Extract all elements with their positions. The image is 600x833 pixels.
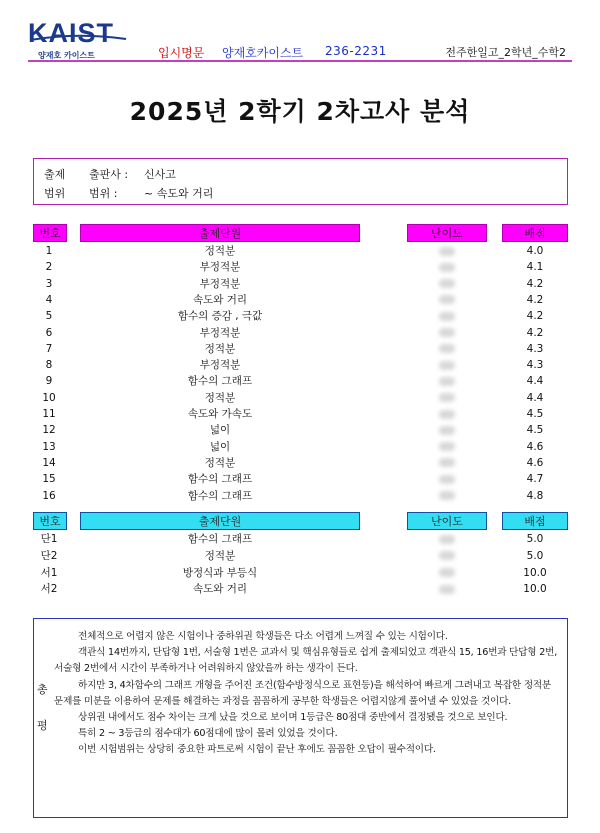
row-number: 15: [42, 473, 56, 486]
th-unit: 출제단원: [80, 224, 360, 242]
row-difficulty-redacted: [407, 439, 487, 455]
row-score: 5.0: [526, 533, 544, 545]
logo-text: KAIST: [28, 18, 114, 48]
row-score: 4.8: [526, 489, 544, 502]
row-number: 3: [45, 277, 53, 290]
row-number: 9: [45, 375, 53, 388]
logo-subtitle: 양재호 카이스트: [38, 51, 95, 60]
row-score: 10.0: [523, 566, 547, 579]
th-difficulty: 난이도: [407, 224, 487, 242]
row-difficulty-redacted: [407, 259, 487, 275]
th-score: 배점: [502, 224, 568, 242]
table-row: [0, 531, 600, 547]
row-unit: 함수의 그래프: [187, 473, 253, 486]
info-row2-label: 범위: [44, 187, 66, 200]
row-difficulty-redacted: [407, 488, 487, 504]
row-difficulty-redacted: [407, 325, 487, 341]
row-difficulty-redacted: [407, 357, 487, 373]
table-row: [0, 259, 600, 275]
header-divider: [28, 60, 572, 62]
row-score: 4.2: [526, 277, 544, 290]
row-unit: 넓이: [209, 424, 231, 437]
row-score: 4.5: [526, 408, 544, 420]
row-score: 4.1: [526, 261, 544, 274]
review-paragraph: 특히 2 ~ 3등급의 점수대가 60점대에 많이 몰려 있었을 것이다.: [78, 728, 338, 740]
table-row: [0, 292, 600, 308]
row-number: 6: [45, 326, 53, 339]
row-unit: 함수의 그래프: [187, 533, 253, 545]
review-paragraph: 이번 시험범위는 상당히 중요한 파트로써 시험이 끝난 후에도 꼼꼼한 오답이 필수적이다.: [78, 744, 436, 756]
review-box: [33, 618, 568, 818]
row-score: 4.4: [526, 375, 544, 388]
row-score: 4.6: [526, 440, 544, 453]
row-score: 4.6: [526, 456, 544, 469]
row-number: 서2: [40, 583, 58, 596]
row-number: 11: [42, 408, 56, 420]
row-number: 5: [45, 310, 53, 323]
row-difficulty-redacted: [407, 390, 487, 406]
row-difficulty-redacted: [407, 422, 487, 438]
row-score: 4.2: [526, 310, 544, 323]
review-paragraph: 하지만 3, 4차함수의 그래프 개형을 주어진 조건(함수방정식으로 표현등)을 해석하여 빠르게 그려내고 복잡한 정적분 문제를 미분을 이용하여 문제를 해결하는 과정을 꼼꼼하게 공부한 학생들은 어렵지않게 풀어낼 수 있었을 것이다.: [54, 679, 552, 707]
row-score: 4.2: [526, 293, 544, 306]
row-number: 8: [45, 359, 53, 372]
row-score: 4.7: [526, 473, 544, 486]
row-score: 4.4: [526, 391, 544, 404]
row-difficulty-redacted: [407, 455, 487, 471]
header-tag-red: 입시명문: [158, 46, 205, 60]
table-row: [0, 341, 600, 357]
table-row: [0, 357, 600, 373]
logo-swoosh-icon: [28, 34, 128, 42]
review-side-char-2: 평: [37, 719, 48, 732]
row-unit: 정적분: [204, 245, 236, 257]
th2-unit: 출제단원: [80, 512, 360, 530]
row-unit: 속도와 거리: [192, 583, 248, 596]
row-difficulty-redacted: [407, 308, 487, 324]
row-difficulty-redacted: [407, 243, 487, 259]
th2-no: 번호: [33, 512, 67, 530]
row-unit: 정적분: [204, 342, 236, 355]
review-paragraph: 상위권 내에서도 점수 차이는 크게 났을 것으로 보이며 1등급은 80점대 중반에서 결정됐을 것으로 보인다.: [78, 712, 508, 724]
row-difficulty-redacted: [407, 373, 487, 389]
row-unit: 함수의 증감 , 극값: [177, 310, 263, 323]
table-row: [0, 581, 600, 597]
review-side-char-1: 총: [37, 683, 48, 696]
review-paragraph: 전체적으로 어렵지 않은 시험이나 중하위권 학생들은 다소 어렵게 느껴질 수 있는 시험이다.: [78, 631, 448, 642]
row-difficulty-redacted: [407, 341, 487, 357]
row-unit: 부정적분: [199, 261, 241, 274]
info-row2-value: ~ 속도와 거리: [144, 187, 214, 200]
table-row: [0, 373, 600, 389]
header-file-label: 전주한일고_2학년_수학2: [445, 46, 566, 59]
review-paragraph: 객관식 14번까지, 단답형 1번, 서술형 1번은 교과서 및 핵심유형들로 쉽게 출제되었고 객관식 15, 16번과 단답형 2번, 서술형 2번에서 시간이 부족하거나 어려워하지 않았을까 하는 생각이 든다.: [54, 647, 558, 675]
row-number: 14: [42, 456, 56, 469]
row-score: 5.0: [526, 549, 544, 562]
table-row: [0, 455, 600, 471]
row-unit: 속도와 거리: [192, 293, 248, 306]
row-difficulty-redacted: [407, 406, 487, 422]
row-number: 12: [42, 424, 56, 437]
row-difficulty-redacted: [407, 276, 487, 292]
row-number: 4: [45, 293, 53, 306]
row-unit: 부정적분: [199, 277, 241, 290]
row-number: 13: [42, 440, 56, 453]
row-score: 4.3: [526, 359, 544, 372]
th2-difficulty: 난이도: [407, 512, 487, 530]
exam-info-box: [33, 158, 568, 205]
row-score: 4.3: [526, 342, 544, 355]
row-unit: 방정식과 부등식: [182, 566, 258, 579]
row-unit: 정적분: [204, 549, 236, 562]
row-difficulty-redacted: [407, 581, 487, 597]
kaist-logo: [28, 20, 138, 61]
table-row: [0, 308, 600, 324]
table-row: [0, 276, 600, 292]
table-row: [0, 548, 600, 564]
row-number: 서1: [40, 566, 58, 579]
row-number: 1: [45, 245, 53, 257]
header-tag-blue: 양재호카이스트: [222, 46, 304, 60]
table-row: [0, 390, 600, 406]
table-row: [0, 439, 600, 455]
row-unit: 함수의 그래프: [187, 489, 253, 502]
row-difficulty-redacted: [407, 292, 487, 308]
info-row1-value: 신사고: [144, 168, 176, 181]
info-row1-label: 출제: [44, 168, 66, 181]
row-unit: 부정적분: [199, 326, 241, 339]
row-unit: 속도와 가속도: [187, 408, 253, 420]
row-unit: 함수의 그래프: [187, 375, 253, 388]
info-row1-key: 출판사 :: [89, 168, 129, 181]
table-row: [0, 422, 600, 438]
table-row: [0, 406, 600, 422]
th2-score: 배점: [502, 512, 568, 530]
row-unit: 부정적분: [199, 359, 241, 372]
row-difficulty-redacted: [407, 531, 487, 547]
table-row: [0, 243, 600, 259]
row-difficulty-redacted: [407, 471, 487, 487]
row-number: 단1: [40, 533, 58, 545]
table-row: [0, 325, 600, 341]
row-number: 7: [45, 342, 53, 355]
th-no: 번호: [33, 224, 67, 242]
table-row: [0, 565, 600, 581]
row-unit: 넓이: [209, 440, 231, 453]
row-unit: 정적분: [204, 391, 236, 404]
page-title: 2025년 2학기 2차고사 분석: [129, 97, 471, 126]
row-number: 2: [45, 261, 53, 274]
row-number: 16: [42, 489, 56, 502]
row-unit: 정적분: [204, 456, 236, 469]
table-row: [0, 488, 600, 504]
row-score: 10.0: [523, 583, 547, 596]
row-difficulty-redacted: [407, 565, 487, 581]
table-row: [0, 471, 600, 487]
info-row2-key: 범위 :: [89, 187, 118, 200]
row-score: 4.2: [526, 326, 544, 339]
row-score: 4.0: [526, 245, 544, 257]
row-number: 단2: [40, 549, 58, 562]
header-phone: 236-2231: [325, 44, 387, 58]
review-side-label: [34, 619, 52, 817]
row-number: 10: [42, 391, 56, 404]
review-text: [54, 629, 564, 759]
row-difficulty-redacted: [407, 548, 487, 564]
row-score: 4.5: [526, 424, 544, 437]
